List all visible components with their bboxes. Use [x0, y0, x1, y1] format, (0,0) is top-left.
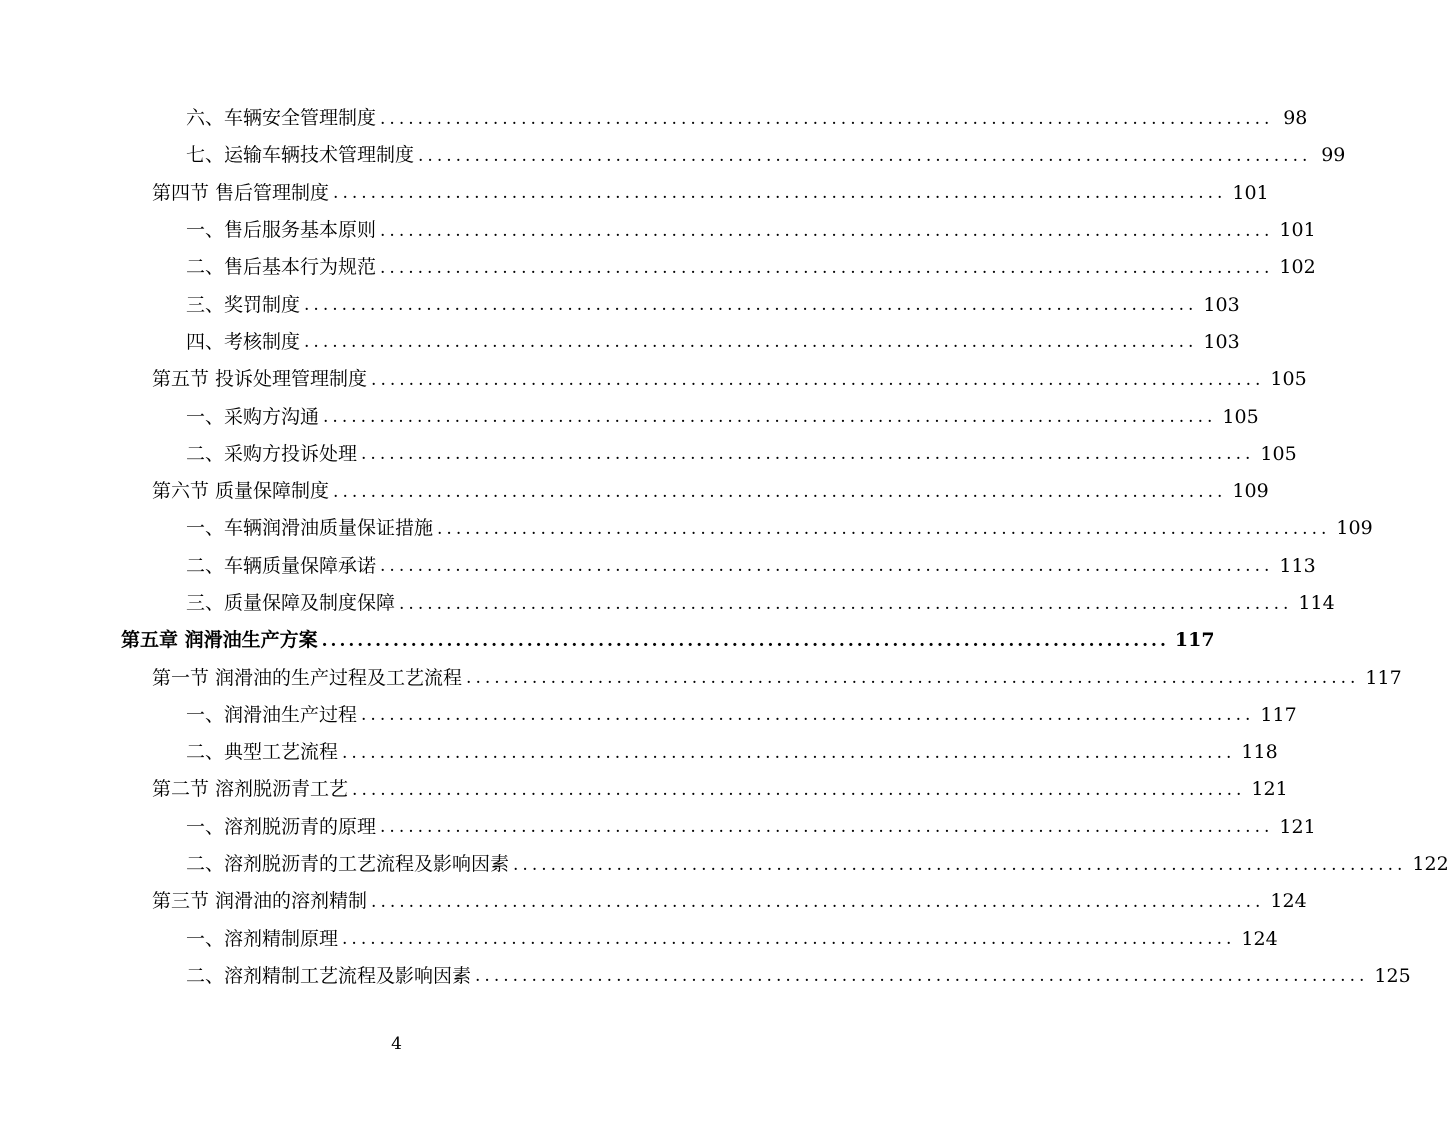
toc-entry[interactable]: [0, 659, 1402, 696]
toc-entry-page: 124: [1241, 927, 1278, 950]
toc-entry-page: 109: [1336, 517, 1373, 540]
toc-dot-leader: ...............................................................................................: [380, 257, 1274, 278]
toc-entry-title: 四、考核制度: [186, 330, 301, 353]
toc-entry[interactable]: [0, 100, 1308, 137]
toc-entry-title: 七、运输车辆技术管理制度: [186, 144, 415, 167]
toc-entry-title: 第四节 售后管理制度: [152, 181, 330, 204]
toc-entry[interactable]: [0, 958, 1411, 995]
toc-entry[interactable]: [0, 921, 1278, 958]
toc-dot-leader: ...............................................................................................: [418, 145, 1312, 166]
toc-entry[interactable]: [0, 585, 1335, 622]
toc-entry[interactable]: [0, 734, 1278, 771]
toc-dot-leader: ...............................................................................................: [342, 742, 1236, 763]
toc-entry[interactable]: [0, 473, 1269, 510]
toc-dot-leader: ...............................................................................................: [437, 518, 1331, 539]
toc-entry[interactable]: [0, 398, 1259, 435]
toc-entry-title: 第三节 润滑油的溶剂精制: [152, 890, 368, 913]
toc-dot-leader: ...............................................................................................: [342, 929, 1236, 950]
toc-dot-leader: ...............................................................................................: [380, 220, 1274, 241]
toc-entry-page: 103: [1203, 330, 1240, 353]
toc-entry-page: 109: [1232, 480, 1269, 503]
page-number: 4: [391, 1034, 402, 1054]
toc-entry-page: 101: [1279, 219, 1316, 242]
toc-entry-page: 105: [1222, 405, 1259, 428]
toc-entry-page: 102: [1279, 256, 1316, 279]
toc-entry-title: 一、车辆润滑油质量保证措施: [186, 517, 434, 540]
toc-entry[interactable]: [0, 771, 1288, 808]
toc-entry[interactable]: [0, 809, 1316, 846]
toc-entry-title: 一、溶剂精制原理: [186, 927, 339, 950]
toc-dot-leader: ...............................................................................................: [380, 817, 1274, 838]
toc-entry-title: 第五章 润滑油生产方案: [121, 629, 318, 652]
toc-entry-title: 一、售后服务基本原则: [186, 219, 377, 242]
toc-entry-page: 105: [1260, 442, 1297, 465]
toc-entry-title: 第一节 润滑油的生产过程及工艺流程: [152, 666, 463, 689]
toc-entry[interactable]: [0, 324, 1240, 361]
toc-entry-page: 105: [1270, 368, 1307, 391]
toc-entry-page: 117: [1365, 666, 1402, 689]
toc-entry[interactable]: [0, 697, 1297, 734]
toc-entry-page: 125: [1374, 964, 1411, 987]
toc-dot-leader: ...............................................................................................: [371, 891, 1265, 912]
toc-dot-leader: ...............................................................................................: [352, 779, 1246, 800]
toc-entry-title: 一、溶剂脱沥青的原理: [186, 815, 377, 838]
toc-entry-title: 三、质量保障及制度保障: [186, 592, 396, 614]
toc-entry[interactable]: [0, 361, 1307, 398]
toc-dot-leader: ...............................................................................................: [361, 444, 1255, 465]
toc-entry-title: 第二节 溶剂脱沥青工艺: [152, 778, 349, 801]
toc-entry[interactable]: [0, 137, 1346, 174]
toc-entry-page: 121: [1279, 815, 1316, 838]
toc-dot-leader: ...............................................................................................: [371, 369, 1265, 390]
toc-entry-title: 第六节 质量保障制度: [152, 480, 330, 503]
toc-entry-title: 第五节 投诉处理管理制度: [152, 368, 368, 391]
table-of-contents: [0, 100, 1449, 995]
toc-entry[interactable]: [0, 846, 1449, 883]
toc-entry-page: 98: [1283, 107, 1308, 130]
toc-dot-leader: ...............................................................................................: [304, 332, 1198, 353]
toc-entry-title: 二、溶剂精制工艺流程及影响因素: [186, 964, 472, 987]
toc-entry-title: 二、典型工艺流程: [186, 741, 339, 764]
toc-entry-title: 二、车辆质量保障承诺: [186, 554, 377, 577]
toc-entry-title: 二、溶剂脱沥青的工艺流程及影响因素: [186, 853, 510, 876]
toc-dot-leader: ...............................................................................................: [333, 481, 1227, 502]
toc-dot-leader: ...............................................................................................: [321, 630, 1169, 651]
toc-entry-page: 99: [1321, 144, 1346, 167]
toc-entry[interactable]: [0, 436, 1297, 473]
toc-entry-page: 124: [1270, 890, 1307, 913]
toc-dot-leader: ...............................................................................................: [380, 108, 1274, 129]
toc-entry-title: 三、奖罚制度: [186, 293, 301, 316]
toc-entry-page: 114: [1298, 592, 1335, 614]
toc-dot-leader: ...............................................................................................: [361, 705, 1255, 726]
toc-entry[interactable]: [0, 510, 1373, 547]
toc-dot-leader: ...............................................................................................: [399, 593, 1293, 614]
toc-entry-chapter[interactable]: [0, 622, 1215, 659]
toc-entry-page: 118: [1241, 741, 1278, 764]
toc-entry[interactable]: [0, 175, 1269, 212]
toc-entry-title: 六、车辆安全管理制度: [186, 107, 377, 130]
toc-dot-leader: ...............................................................................................: [380, 556, 1274, 577]
toc-entry-page: 121: [1251, 778, 1288, 801]
toc-entry-page: 122: [1412, 853, 1449, 876]
toc-entry[interactable]: [0, 548, 1316, 585]
toc-dot-leader: ...............................................................................................: [333, 183, 1227, 204]
toc-entry[interactable]: [0, 286, 1240, 323]
toc-entry-title: 二、采购方投诉处理: [186, 442, 358, 465]
toc-entry-page: 117: [1174, 629, 1215, 652]
toc-entry[interactable]: [0, 883, 1307, 920]
toc-entry-page: 113: [1279, 554, 1316, 577]
toc-entry-page: 101: [1232, 181, 1269, 204]
toc-dot-leader: ...............................................................................................: [304, 295, 1198, 316]
toc-dot-leader: ...............................................................................................: [475, 966, 1369, 987]
toc-entry-title: 二、售后基本行为规范: [186, 256, 377, 279]
toc-entry[interactable]: [0, 249, 1316, 286]
toc-dot-leader: ...............................................................................................: [513, 854, 1407, 875]
toc-entry-page: 117: [1260, 703, 1297, 726]
toc-entry-title: 一、润滑油生产过程: [186, 703, 358, 726]
toc-dot-leader: ...............................................................................................: [323, 407, 1217, 428]
toc-entry-title: 一、采购方沟通: [186, 405, 320, 428]
toc-dot-leader: ...............................................................................................: [466, 668, 1360, 689]
toc-entry[interactable]: [0, 212, 1316, 249]
toc-entry-page: 103: [1203, 293, 1240, 316]
